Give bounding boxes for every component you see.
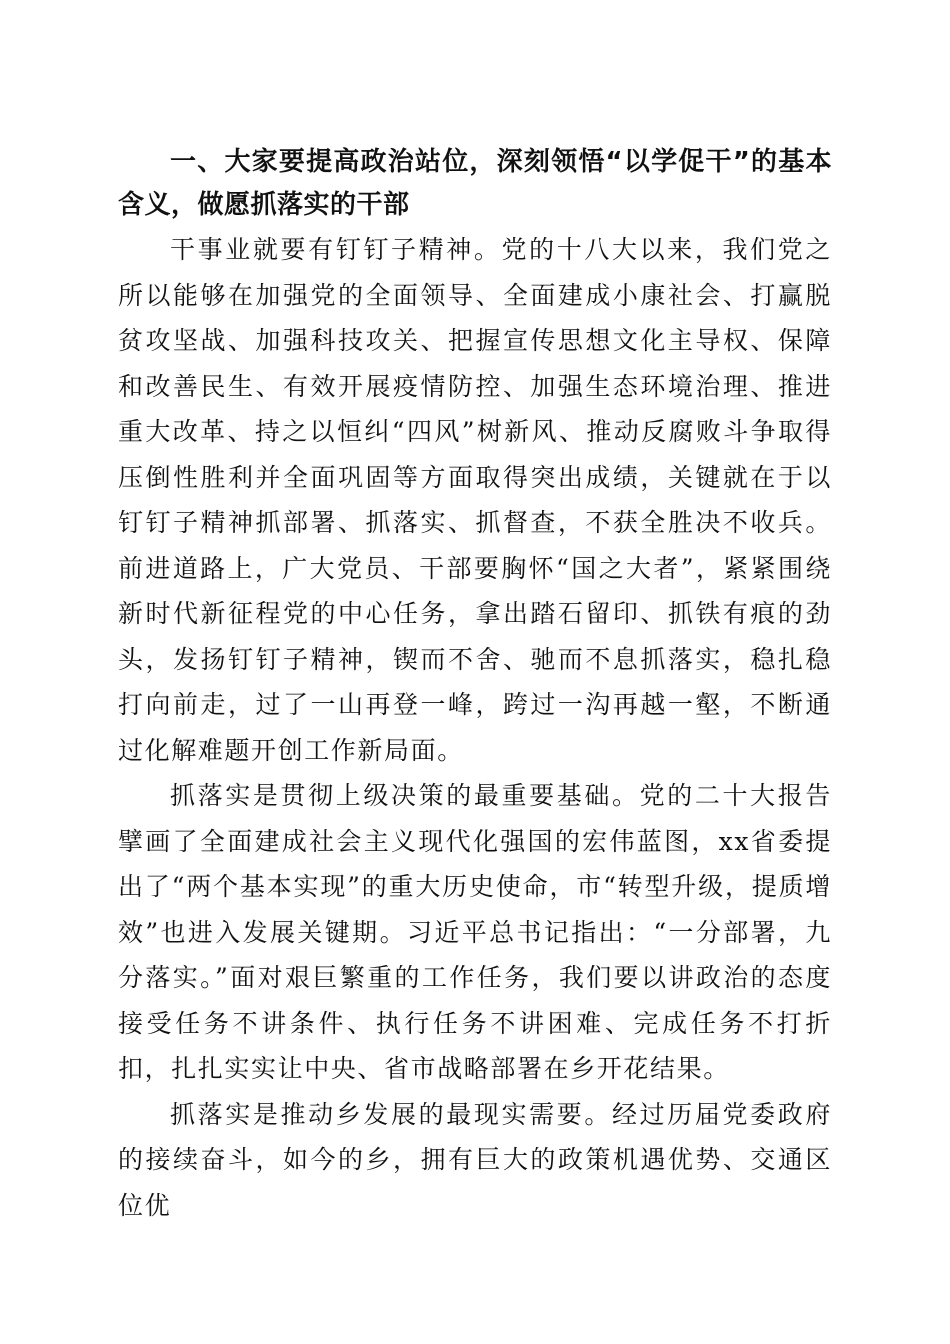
body-paragraph-2: 抓落实是贯彻上级决策的最重要基础。党的二十大报告擘画了全面建成社会主义现代化强国的宏伟蓝图，xx省委提出了“两个基本实现”的重大历史使命，市“转型升级，提质增效”也进入发展关键期。习近平总书记指出：“一分部署，九分落实。”面对艰巨繁重的工作任务，我们要以讲政治的态度接受任务不讲条件、执行任务不讲困难、完成任务不打折扣，扎扎实实让中央、省市战略部署在乡开花结果。 bbox=[118, 781, 832, 1083]
section-heading: 一、大家要提高政治站位，深刻领悟“以学促干”的基本含义，做愿抓落实的干部 bbox=[118, 147, 832, 220]
document-body bbox=[118, 141, 832, 1228]
body-paragraph-1: 干事业就要有钉钉子精神。党的十八大以来，我们党之所以能够在加强党的全面领导、全面建成小康社会、打赢脱贫攻坚战、加强科技攻关、把握宣传思想文化主导权、保障和改善民生、有效开展疫情防控、加强生态环境治理、推进重大改革、持之以恒纠“四风”树新风、推动反腐败斗争取得压倒性胜利并全面巩固等方面取得突出成绩，关键就在于以钉钉子精神抓部署、抓落实、抓督查，不获全胜决不收兵。前进道路上，广大党员、干部要胸怀“国之大者”，紧紧围绕新时代新征程党的中心任务，拿出踏石留印、抓铁有痕的劲头，发扬钉钉子精神，锲而不舍、驰而不息抓落实，稳扎稳打向前走，过了一山再登一峰，跨过一沟再越一壑，不断通过化解难题开创工作新局面。 bbox=[118, 235, 832, 765]
body-paragraph-3: 抓落实是推动乡发展的最现实需要。经过历届党委政府的接续奋斗，如今的乡，拥有巨大的政策机遇优势、交通区位优 bbox=[118, 1099, 832, 1220]
